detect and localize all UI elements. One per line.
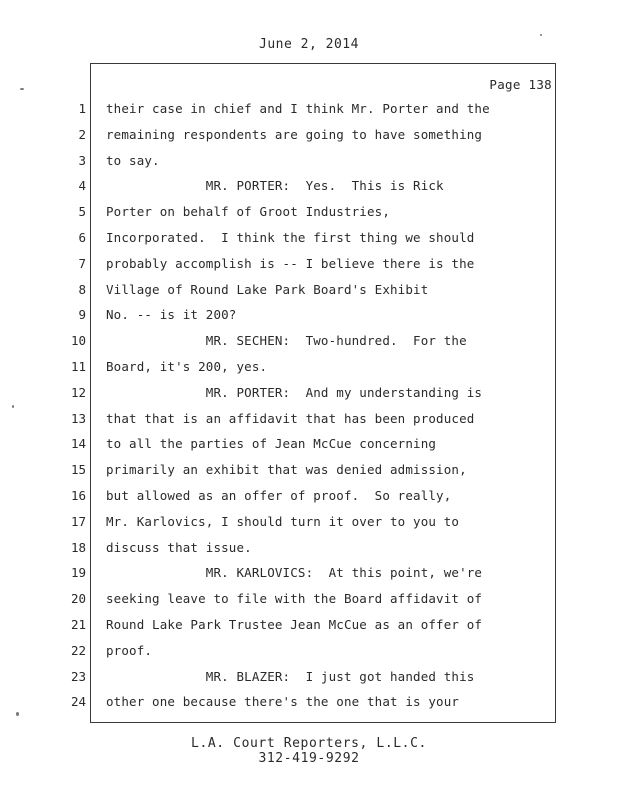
transcript-line: to all the parties of Jean McCue concerning <box>106 436 437 452</box>
transcript-line: proof. <box>106 642 153 658</box>
transcript-line: Incorporated. I think the first thing we should <box>106 229 475 245</box>
transcript-line: MR. PORTER: And my understanding is <box>106 384 483 400</box>
line-number: 24 <box>70 694 86 710</box>
transcript-line: Village of Round Lake Park Board's Exhibit <box>106 281 429 297</box>
line-number: 21 <box>70 616 86 632</box>
transcript-line: MR. SECHEN: Two-hundred. For the <box>106 333 467 349</box>
transcript-line: primarily an exhibit that was denied admission, <box>106 462 467 478</box>
transcript-line: Mr. Karlovics, I should turn it over to you to <box>106 513 460 529</box>
transcript-line: MR. BLAZER: I just got handed this <box>106 668 475 684</box>
transcript-line: remaining respondents are going to have something <box>106 126 483 142</box>
transcript-line: No. -- is it 200? <box>106 307 237 323</box>
line-number: 20 <box>70 591 86 607</box>
transcript-line: that that is an affidavit that has been produced <box>106 410 475 426</box>
line-number: 19 <box>70 565 86 581</box>
transcript-line: MR. KARLOVICS: At this point, we're <box>106 565 483 581</box>
transcript-line: MR. PORTER: Yes. This is Rick <box>106 178 444 194</box>
line-number: 1 <box>78 101 86 116</box>
transcript-body <box>106 96 546 715</box>
footer-company: L.A. Court Reporters, L.L.C. <box>191 736 427 751</box>
page-number: Page 138 <box>489 77 552 92</box>
line-number: 17 <box>70 513 86 529</box>
header-date: June 2, 2014 <box>259 37 359 52</box>
transcript-line: Board, it's 200, yes. <box>106 358 268 374</box>
line-number: 18 <box>70 539 86 555</box>
transcript-line: Porter on behalf of Groot Industries, <box>106 204 390 220</box>
line-number-column <box>60 96 86 715</box>
transcript-line: discuss that issue. <box>106 539 252 555</box>
line-number: 2 <box>78 126 86 142</box>
transcript-line: to say. <box>106 152 160 168</box>
line-number: 7 <box>78 255 86 271</box>
line-number: 23 <box>70 668 86 684</box>
line-number: 4 <box>78 178 86 194</box>
transcript-line: seeking leave to file with the Board affidavit of <box>106 591 483 607</box>
line-number: 16 <box>70 487 86 503</box>
line-number: 13 <box>70 410 86 426</box>
scan-speck <box>16 712 19 716</box>
line-number: 10 <box>70 333 86 349</box>
line-number: 15 <box>70 462 86 478</box>
scan-speck <box>20 88 24 90</box>
line-number: 12 <box>70 384 86 400</box>
transcript-line: Round Lake Park Trustee Jean McCue as an offer of <box>106 616 483 632</box>
line-number: 9 <box>78 307 86 323</box>
line-number: 14 <box>70 436 86 452</box>
transcript-line: probably accomplish is -- I believe there is the <box>106 255 475 271</box>
line-number: 22 <box>70 642 86 658</box>
line-number: 8 <box>78 281 86 297</box>
scan-speck <box>12 405 14 408</box>
line-number: 6 <box>78 229 86 245</box>
line-number: 11 <box>70 358 86 374</box>
transcript-line: other one because there's the one that is your <box>106 694 460 710</box>
line-number: 5 <box>78 204 86 220</box>
transcript-line: their case in chief and I think Mr. Porter and the <box>106 101 490 116</box>
line-number: 3 <box>78 152 86 168</box>
scan-speck <box>540 34 542 36</box>
footer-phone: 312-419-9292 <box>258 751 360 766</box>
transcript-line: but allowed as an offer of proof. So really, <box>106 487 452 503</box>
